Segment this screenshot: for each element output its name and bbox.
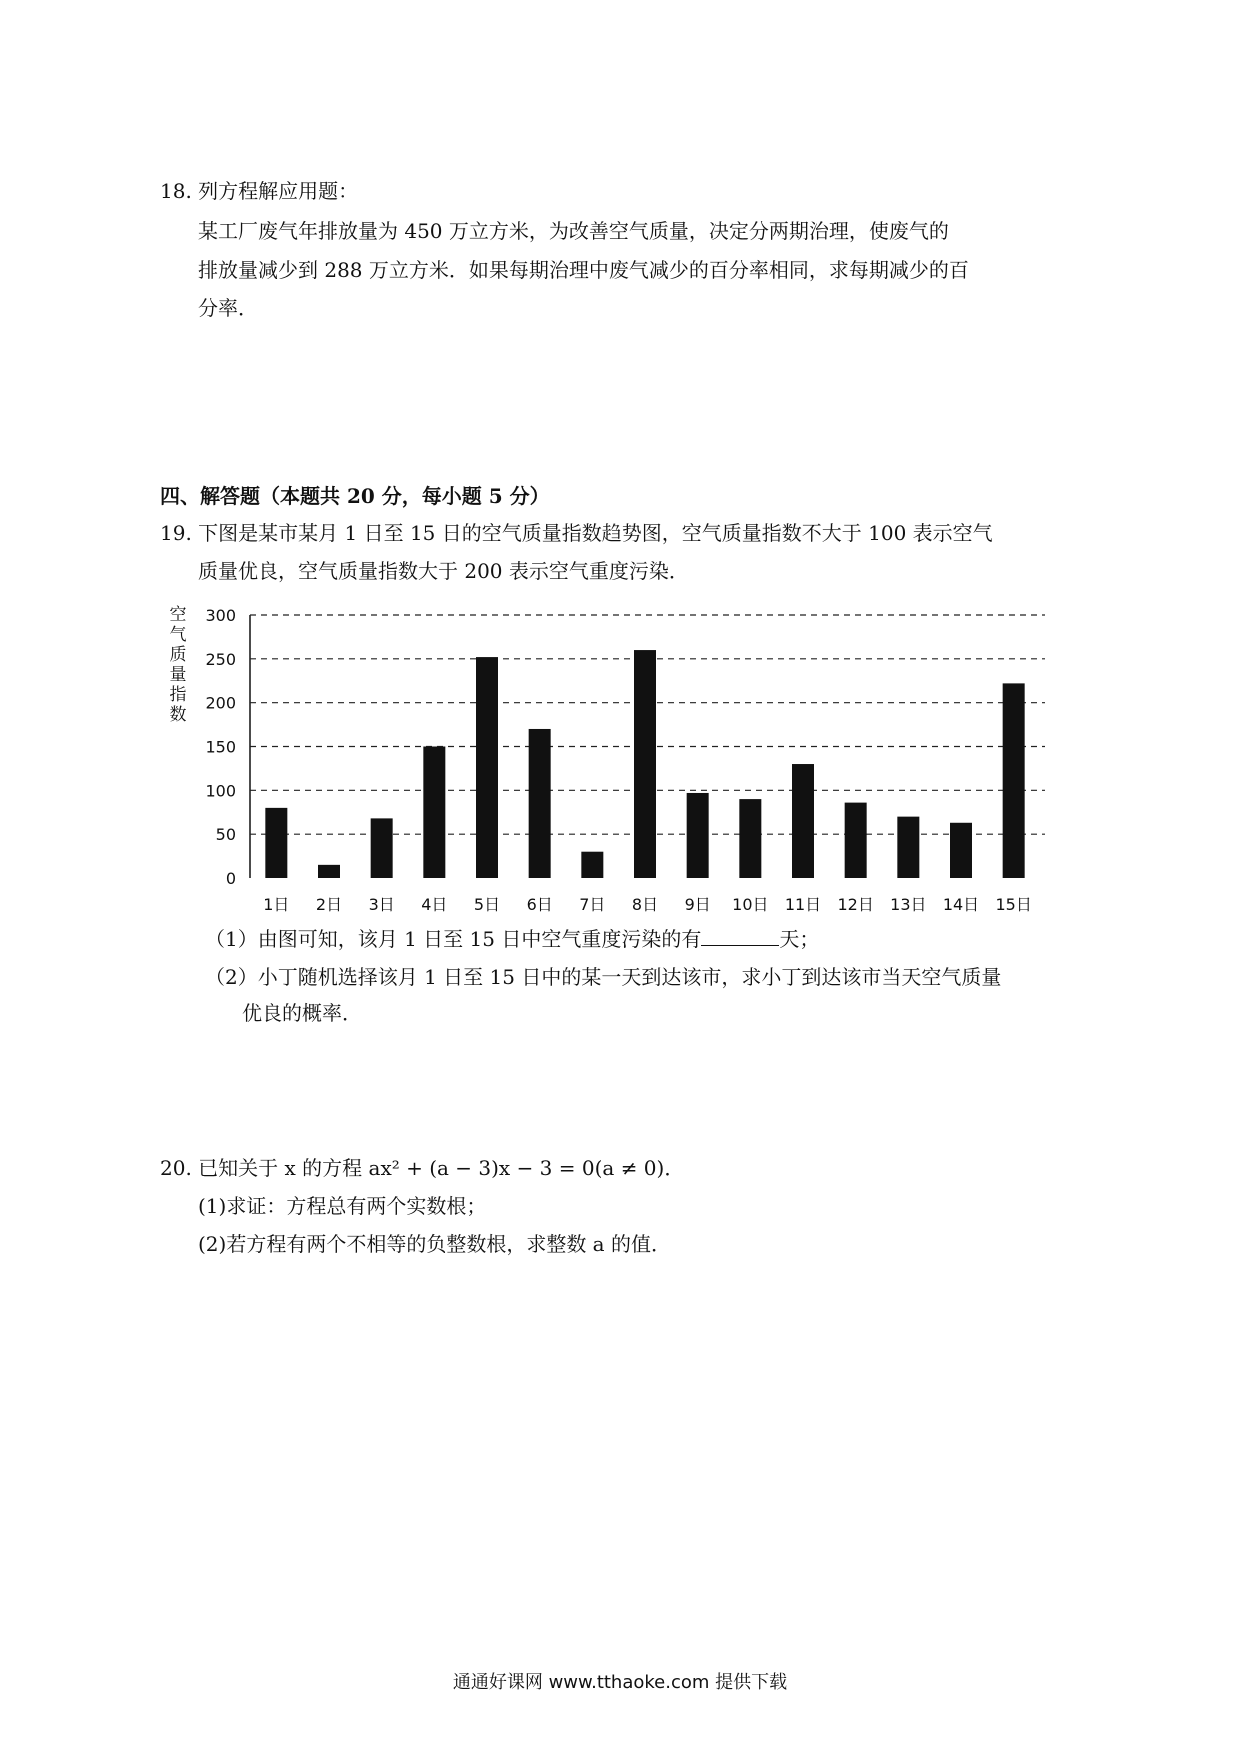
bar <box>739 799 761 878</box>
q20-line1: 20. 已知关于 x 的方程 ax² + (a − 3)x − 3 = 0(a ≠ 0)． <box>160 1156 685 1180</box>
y-tick-label: 200 <box>205 693 236 713</box>
y-tick-label: 150 <box>205 737 236 757</box>
x-tick-label: 13日 <box>890 895 927 914</box>
x-tick-label: 7日 <box>579 895 606 914</box>
bar <box>423 747 445 879</box>
bar <box>265 808 287 878</box>
section4-title: 四、解答题（本题共 20 分，每小题 5 分） <box>160 484 550 508</box>
bar <box>318 865 340 878</box>
bar <box>1003 683 1025 878</box>
y-tick-label: 300 <box>205 606 236 625</box>
bar <box>371 818 393 878</box>
q18-heading: 18. 列方程解应用题： <box>160 179 359 203</box>
x-tick-label: 3日 <box>368 895 395 914</box>
bar <box>529 729 551 878</box>
aqi-bar-chart <box>160 600 1060 920</box>
x-tick-label: 9日 <box>684 895 711 914</box>
bar <box>792 764 814 878</box>
bar <box>845 803 867 878</box>
x-tick-label: 8日 <box>631 895 659 914</box>
q19-sub2-line2: 优良的概率． <box>242 1001 362 1025</box>
y-tick-label: 250 <box>205 649 236 669</box>
y-tick-label: 0 <box>225 869 236 888</box>
x-tick-label: 12日 <box>837 895 874 914</box>
q18-body-line2: 排放量减少到 288 万立方米．如果每期治理中废气减少的百分率相同，求每期减少的百 <box>198 258 969 282</box>
y-axis-label: 空气质量指数 <box>169 605 187 725</box>
x-tick-label: 5日 <box>473 895 501 914</box>
x-tick-label: 4日 <box>421 895 448 914</box>
q19-sub1-unit: 天； <box>779 927 820 951</box>
x-tick-label: 10日 <box>732 895 769 914</box>
bar <box>897 817 919 878</box>
footer-text: 通通好课网 www.tthaoke.com 提供下载 <box>452 1672 788 1693</box>
q19-sub1-text: （1）由图可知，该月 1 日至 15 日中空气重度污染的有 <box>205 927 702 951</box>
y-tick-label: 50 <box>215 825 236 845</box>
bar <box>476 657 498 878</box>
bar <box>950 823 972 878</box>
x-tick-label: 1日 <box>263 895 290 914</box>
x-tick-label: 2日 <box>315 895 343 914</box>
q19-sub1 <box>205 924 1075 954</box>
q19-sub2-line1: （2）小丁随机选择该月 1 日至 15 日中的某一天到达该市，求小丁到达该市当天空气质量 <box>205 965 1002 989</box>
bar <box>634 650 656 878</box>
answer-blank <box>701 925 779 946</box>
q19-line2: 质量优良，空气质量指数大于 200 表示空气重度污染． <box>198 559 689 583</box>
x-tick-label: 15日 <box>995 895 1032 914</box>
bar <box>581 852 603 878</box>
q19-line1: 19. 下图是某市某月 1 日至 15 日的空气质量指数趋势图，空气质量指数不大于 100 表示空气 <box>160 521 993 545</box>
y-tick-label: 100 <box>205 781 236 801</box>
q18-body-line3: 分率． <box>198 296 258 320</box>
x-tick-label: 14日 <box>942 895 980 914</box>
x-tick-label: 11日 <box>784 895 822 914</box>
q18-body-line1: 某工厂废气年排放量为 450 万立方米，为改善空气质量，决定分两期治理，使废气的 <box>198 219 949 243</box>
q20-sub2: (2)若方程有两个不相等的负整数根，求整数 a 的值． <box>198 1232 671 1256</box>
q20-sub1: (1)求证：方程总有两个实数根； <box>198 1194 487 1218</box>
bar <box>687 793 709 878</box>
x-tick-label: 6日 <box>526 895 553 914</box>
